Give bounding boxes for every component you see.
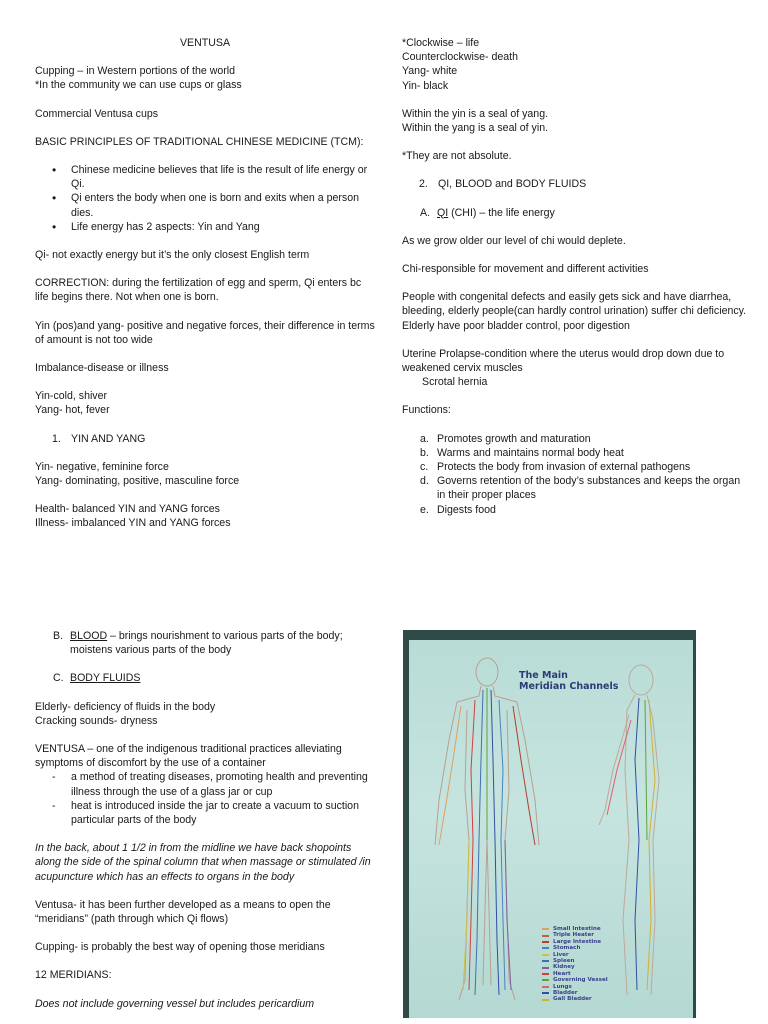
- subheading-letter: C.: [53, 672, 64, 685]
- legend-swatch: [542, 935, 549, 937]
- section-heading-yin-yang: [35, 432, 375, 446]
- functions-list: [402, 432, 747, 517]
- subheading-letter: B.: [53, 630, 64, 642]
- text-line: Cracking sounds- dryness: [35, 714, 158, 727]
- heading-number: 2.: [419, 178, 428, 191]
- subheading-term: BODY FLUIDS: [70, 672, 141, 685]
- text-line: *In the community we can use cups or glass: [35, 79, 242, 92]
- item-letter: c.: [420, 461, 429, 474]
- legend-swatch: [542, 967, 549, 969]
- text-line: Within the yang is a seal of yin.: [402, 122, 549, 135]
- poster-board: [409, 640, 693, 1018]
- paragraph-health: [35, 502, 375, 530]
- heading-number: 1.: [52, 432, 61, 445]
- paragraph-functions: Functions:: [402, 404, 451, 417]
- item-letter: a.: [420, 432, 429, 445]
- text-line: Yang- hot, fever: [35, 404, 110, 417]
- list-item: - a method of treating diseases, promoting health and preventing illness through the use of a glass jar or cup: [35, 770, 375, 798]
- text-line: Illness- imbalanced YIN and YANG forces: [35, 517, 231, 530]
- subheading-text: – brings nourishment to various parts of the body; moistens various parts of the body: [70, 630, 343, 657]
- list-item: [402, 446, 747, 460]
- list-item: • Qi enters the body when one is born and exits when a person dies.: [35, 191, 375, 219]
- paragraph-yin-yang-forces: Yin (pos)and yang- positive and negative forces, their difference in terms of amount is not too wide: [35, 319, 375, 346]
- legend-label: Small Intestine: [553, 926, 601, 932]
- item-text: Governs retention of the body’s substances and keeps the organ in their proper places: [437, 475, 741, 502]
- poster-title-line: Meridian Channels: [519, 681, 619, 692]
- legend-label: Kidney: [553, 964, 575, 971]
- list-item: [402, 474, 747, 502]
- item-text: Promotes growth and maturation: [437, 432, 591, 445]
- item-text: Digests food: [437, 503, 496, 516]
- list-item: [402, 432, 747, 446]
- item-letter: d.: [420, 475, 429, 488]
- legend-swatch: [542, 947, 549, 949]
- text-line: Cupping – in Western portions of the world: [35, 65, 236, 78]
- text-line: Health- balanced YIN and YANG forces: [35, 503, 220, 516]
- heading-text: QI, BLOOD and BODY FLUIDS: [438, 178, 587, 191]
- text-line: Within the yin is a seal of yang.: [402, 107, 549, 120]
- subheading-body-fluids: [35, 671, 375, 685]
- item-text: Protects the body from invasion of external pathogens: [437, 461, 691, 474]
- left-column-bottom: [35, 629, 375, 1011]
- document-title: VENTUSA: [179, 37, 231, 49]
- paragraph-correction: CORRECTION: during the fertilization of egg and sperm, Qi enters bc life begins there. Not when one is born.: [35, 277, 362, 304]
- legend-swatch: [542, 979, 549, 981]
- legend-label: Spleen: [553, 958, 575, 965]
- paragraph-cupping-best: Cupping- is probably the best way of opening those meridians: [35, 941, 325, 954]
- legend-swatch: [542, 992, 549, 994]
- legend-swatch: [542, 986, 549, 988]
- paragraph-chi-movement: Chi-responsible for movement and different activities: [402, 263, 649, 276]
- paragraph-meridians: Ventusa- it has been further developed as a means to open the “meridians” (path through which Qi flows): [35, 898, 331, 926]
- poster-legend: [542, 926, 608, 1003]
- paragraph-yin-cold: [35, 389, 375, 417]
- paragraph-not-absolute: *They are not absolute.: [402, 150, 512, 163]
- legend-label: Gall Bladder: [553, 996, 592, 1003]
- paragraph-clockwise: [402, 36, 747, 93]
- legend-label: Stomach: [553, 945, 581, 952]
- text-line: Yin- black: [402, 79, 449, 92]
- legend-swatch: [542, 941, 549, 943]
- paragraph-seal: [402, 107, 747, 135]
- paragraph-tcm-heading: BASIC PRINCIPLES OF TRADITIONAL CHINESE MEDICINE (TCM):: [35, 135, 364, 148]
- paragraph-chi-deplete: As we grow older our level of chi would deplete.: [402, 234, 626, 247]
- legend-item: [542, 996, 608, 1002]
- subheading-blood: [35, 629, 375, 657]
- legend-swatch: [542, 999, 549, 1001]
- subheading-text: (CHI) – the life energy: [448, 206, 555, 219]
- legend-swatch: [542, 954, 549, 956]
- item-text: Warms and maintains normal body heat: [437, 446, 624, 459]
- paragraph-cupping: [35, 64, 375, 92]
- paragraph-12-meridians: 12 MERIDIANS:: [35, 969, 112, 982]
- bullet-list: [35, 163, 375, 234]
- subheading-qi: [402, 206, 747, 220]
- paragraph-qi: Qi- not exactly energy but it’s the only closest English term: [35, 249, 310, 262]
- list-item: - heat is introduced inside the jar to create a vacuum to suction particular parts of the body: [35, 799, 375, 827]
- list-item: [402, 503, 747, 517]
- item-letter: b.: [420, 446, 429, 459]
- text-line: Yang- dominating, positive, masculine force: [35, 475, 240, 488]
- paragraph-governing-vessel: Does not include governing vessel but includes pericardium: [35, 997, 315, 1010]
- legend-label: Governing Vessel: [553, 977, 608, 984]
- text-line: Scrotal hernia: [422, 376, 488, 389]
- item-letter: e.: [420, 503, 429, 516]
- paragraph-back-points: In the back, about 1 1/2 in from the midline we have back shopoints along the side of the spinal column that when massage or stimulated /in acupuncture which has an effects to organs in the body: [35, 842, 371, 883]
- dash-list: [35, 770, 375, 827]
- text-line: Counterclockwise- death: [402, 51, 518, 64]
- side-meridian-lines: [607, 698, 655, 990]
- legend-swatch: [542, 973, 549, 975]
- legend-swatch: [542, 960, 549, 962]
- legend-swatch: [542, 928, 549, 930]
- paragraph-elderly: [35, 700, 375, 728]
- legend-label: Liver: [553, 951, 569, 958]
- paragraph-ventusa: VENTUSA – one of the indigenous traditional practices alleviating symptoms of discomfort by the use of a container: [35, 743, 342, 770]
- poster-title: [519, 670, 618, 692]
- text-line: Uterine Prolapse-condition where the uterus would drop down due to weakened cervix muscles: [402, 347, 725, 375]
- paragraph-uterine: [402, 347, 747, 390]
- meridian-poster-photo: [403, 630, 696, 1018]
- section-heading-qi-blood: [402, 177, 747, 191]
- subheading-term: BLOOD: [70, 630, 108, 642]
- right-column-top: [402, 36, 747, 531]
- subheading-letter: A.: [420, 206, 431, 219]
- legend-label: Bladder: [553, 990, 578, 997]
- paragraph-commercial: Commercial Ventusa cups: [35, 107, 159, 120]
- text-line: Elderly- deficiency of fluids in the body: [35, 700, 216, 713]
- paragraph-yin-negative: [35, 460, 375, 488]
- text-line: Yin- negative, feminine force: [35, 460, 169, 473]
- list-item: • Chinese medicine believes that life is the result of life energy or Qi.: [35, 163, 375, 191]
- paragraph-imbalance: Imbalance-disease or illness: [35, 362, 169, 375]
- legend-label: Lungs: [553, 983, 572, 990]
- left-column-top: [35, 36, 375, 531]
- text-line: Yang- white: [402, 65, 458, 78]
- text-line: Yin-cold, shiver: [35, 390, 108, 403]
- list-item: [402, 460, 747, 474]
- list-item: • Life energy has 2 aspects: Yin and Yang: [35, 220, 375, 234]
- subheading-term: QI: [437, 206, 449, 219]
- legend-label: Triple Heater: [553, 932, 595, 939]
- poster-title-line: The Main: [519, 670, 568, 681]
- heading-text: YIN AND YANG: [71, 432, 146, 445]
- legend-label: Heart: [553, 970, 571, 977]
- legend-label: Large Intestine: [553, 938, 602, 945]
- text-line: *Clockwise – life: [402, 37, 480, 49]
- paragraph-congenital: People with congenital defects and easily gets sick and have diarrhea, bleeding, elderly people(can hardly control urination) suffer chi deficiency. Elderly have poor bladder control, poor digestion: [402, 291, 747, 332]
